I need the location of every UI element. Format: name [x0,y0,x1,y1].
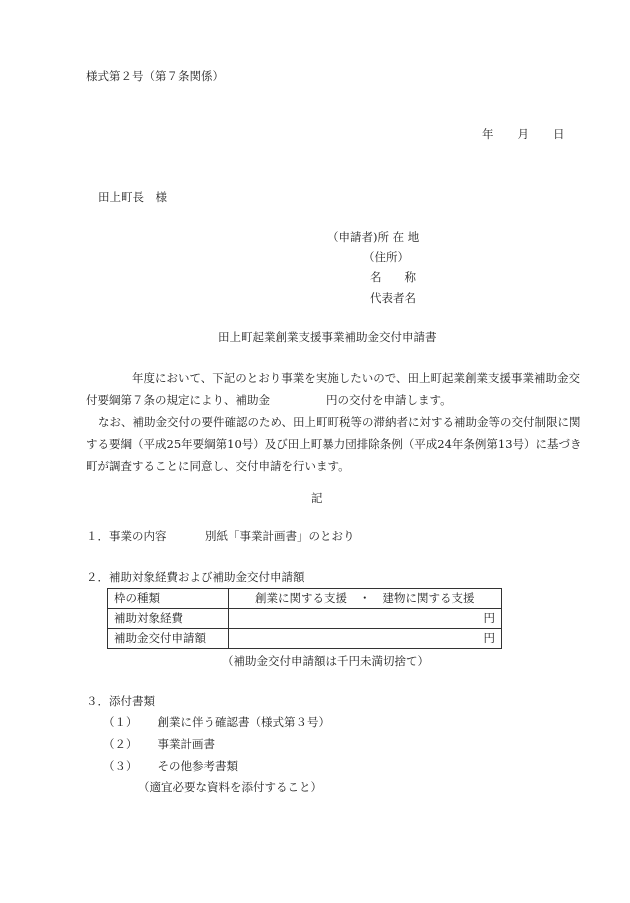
body-paragraph-1 [86,367,586,411]
cell-requested-amount-label: 補助金交付申請額 [108,629,229,649]
cell-frame-type-label: 枠の種類 [108,589,229,609]
section2-heading: ２．補助対象経費および補助金交付申請額 [86,570,305,584]
option-startup-support: 創業に関する支援 [255,591,347,605]
date-year: 年 [482,127,494,141]
attachment-item-2 [103,738,215,752]
cell-eligible-cost-value: 円 [229,609,502,629]
applicant-residence-label: （住所） [363,250,409,264]
form-number: 様式第２号（第７条関係） [86,69,224,83]
date-day: 日 [553,127,565,141]
date-line [482,128,565,142]
body-text [86,367,586,477]
applicant-name-label: 名 称 [370,270,416,284]
attachment-num: （１） [103,715,138,729]
attachment-sub-note: （適宜必要な資料を添付すること） [138,780,322,794]
option-separator: ・ [359,591,371,605]
section3-heading: ３．添付書類 [86,694,155,708]
attachment-text: 創業に伴う確認書（様式第３号） [157,715,330,729]
applicant-address-label: （申請者)所 在 地 [327,230,420,244]
attachment-text: 事業計画書 [157,737,215,751]
body-para1-b-post: 円の交付を申請します。 [326,393,452,407]
body-para1-b-pre: 助金交付要綱第７条の規定により、補助金 [86,371,581,407]
section2-note: （補助金交付申請額は千円未満切捨て） [222,654,429,668]
attachment-item-1 [103,716,330,730]
attachment-item-3 [103,760,238,774]
option-building-support: 建物に関する支援 [382,591,475,605]
cell-eligible-cost-label: 補助対象経費 [108,609,229,629]
ki-heading: 記 [311,491,323,505]
date-month: 月 [517,127,529,141]
cell-requested-amount-value: 円 [229,629,502,649]
table-row [108,589,502,609]
attachment-num: （２） [103,737,138,751]
attachment-num: （３） [103,759,138,773]
body-paragraph-2: なお、補助金交付の要件確認のため、田上町町税等の滞納者に対する補助金等の交付制限に関する要綱（平成25年要綱第10号）及び田上町暴力団排除条例（平成24年条例第13号）に基づき町が調査することに同意し、交付申請を行います。 [86,415,582,473]
table-row [108,629,502,649]
applicant-representative-label: 代表者名 [370,291,416,305]
grant-amount-table [107,588,502,649]
addressee: 田上町長 様 [98,190,167,204]
section1-heading: １．事業の内容 [86,529,167,543]
body-para1-a: 年度において、下記のとおり事業を実施したいので、田上町起業創業支援事業補 [132,371,546,385]
section1-content: 別紙「事業計画書」のとおり [205,529,355,543]
attachment-text: その他参考書類 [157,759,238,773]
table-row [108,609,502,629]
document-title: 田上町起業創業支援事業補助金交付申請書 [218,330,437,344]
cell-frame-type-options [229,589,502,609]
